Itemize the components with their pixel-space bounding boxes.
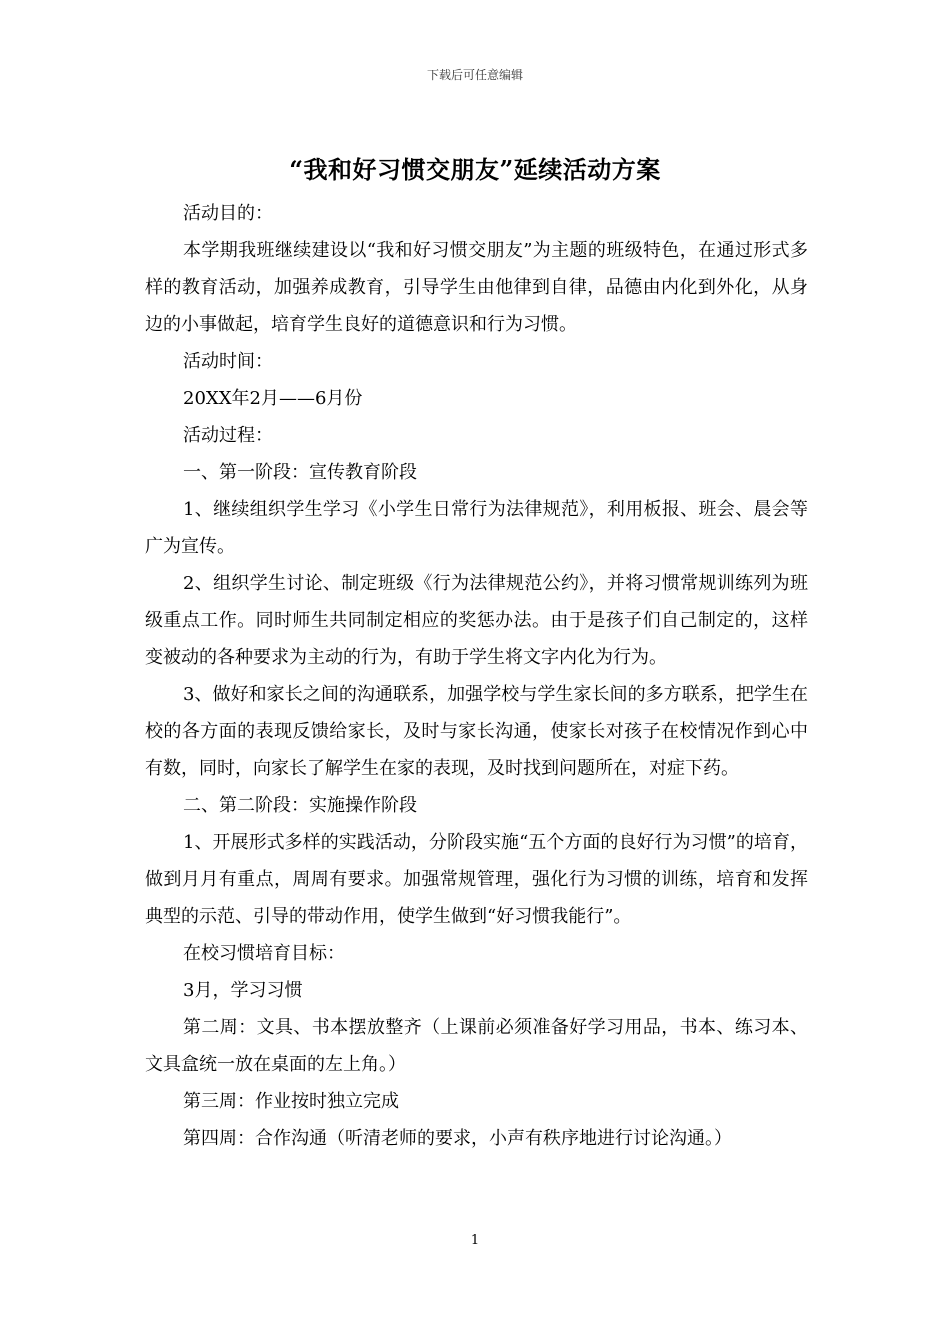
page-header-note: 下载后可任意编辑 (426, 68, 523, 82)
document-title: “我和好习惯交朋友”延续活动方案 (289, 155, 661, 184)
paragraph-stage-one-item-1: 1、继续组织学生学习《小学生日常行为法律规范》，利用板报、班会、晨会等广为宣传。 (145, 499, 808, 557)
paragraph-school-goals-heading: 在校习惯培育目标： (183, 943, 345, 964)
paragraph-stage-one-item-3: 3、做好和家长之间的沟通联系，加强学校与学生家长间的多方联系，把学生在校的各方面的表现反馈给家长，及时与家长沟通，使家长对孩子在校情况作到心中有数，同时，向家长了解学生在家的表现，及时找到问题所在，对症下药。 (145, 684, 808, 779)
paragraph-week-two: 第二周：文具、书本摆放整齐（上课前必须准备好学习用品，书本、练习本、文具盒统一放在桌面的左上角。） (145, 1017, 808, 1075)
paragraph-process-heading: 活动过程： (183, 425, 273, 446)
paragraph-purpose: 本学期我班继续建设以“我和好习惯交朋友”为主题的班级特色，在通过形式多样的教育活动，加强养成教育，引导学生由他律到自律，品德由内化到外化，从身边的小事做起，培育学生良好的道德意识和行为习惯。 (145, 240, 808, 335)
page-number: 1 (470, 1233, 480, 1248)
paragraph-time-heading: 活动时间： (183, 351, 273, 372)
document-body (145, 195, 808, 1157)
paragraph-week-three: 第三周：作业按时独立完成 (183, 1091, 399, 1112)
paragraph-week-four: 第四周：合作沟通（听清老师的要求，小声有秩序地进行讨论沟通。） (183, 1128, 732, 1149)
paragraph-purpose-heading: 活动目的： (183, 203, 273, 224)
paragraph-stage-two-heading: 二、第二阶段：实施操作阶段 (183, 795, 417, 816)
paragraph-stage-two-item-1: 1、开展形式多样的实践活动，分阶段实施“五个方面的良好行为习惯”的培育，做到月月有重点，周周有要求。加强常规管理，强化行为习惯的训练，培育和发挥典型的示范、引导的带动作用，使学生做到“好习惯我能行”。 (145, 832, 808, 927)
paragraph-time: 20XX年2月——6月份 (183, 388, 363, 409)
paragraph-stage-one-item-2: 2、组织学生讨论、制定班级《行为法律规范公约》，并将习惯常规训练列为班级重点工作。同时师生共同制定相应的奖惩办法。由于是孩子们自己制定的，这样变被动的各种要求为主动的行为，有助于学生将文字内化为行为。 (145, 573, 808, 668)
paragraph-stage-one-heading: 一、第一阶段：宣传教育阶段 (183, 462, 417, 483)
paragraph-march-heading: 3月，学习习惯 (183, 980, 303, 1001)
